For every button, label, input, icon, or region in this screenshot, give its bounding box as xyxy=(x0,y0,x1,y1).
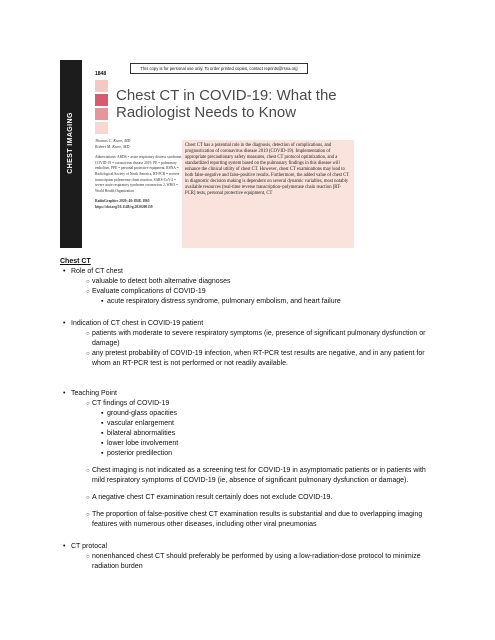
list-item: • Role of CT chest xyxy=(63,268,124,275)
section-sidebar xyxy=(60,60,82,248)
list-item: ▪ bilateral abnormalities xyxy=(101,430,176,437)
citation: RadioGraphics 2020; 40:1848–1865 xyxy=(95,199,150,204)
list-item: ○ nonenhanced chest CT should preferably be performed by using a low-radiation-dose protocol to minimize radiation burden xyxy=(86,553,421,570)
list-item: ▪ ground-glass opacities xyxy=(101,410,178,417)
page-number: 1848 xyxy=(95,71,107,77)
list-item: ○ valuable to detect both alternative diagnoses xyxy=(86,278,231,285)
list-item: ○ CT findings of COVID-19 xyxy=(86,400,170,407)
color-block xyxy=(95,94,108,106)
color-block xyxy=(95,80,108,92)
article-meta xyxy=(95,138,183,211)
notes-heading: Chest CT xyxy=(60,258,91,265)
abstract-text: Chest CT has a potential role in the diagnosis, detection of complications, and prognostication of coronavirus disease 2019 (COVID-19). Implementation of appropriate precautionary safety measures, chest CT protocol optimization, and a standardized reporting system based on the pulmonary findings in this disease will enhance the clinical utility of chest CT. However, chest CT examinations may lead to both false-negative and false-positive results. Furthermore, the added value of chest CT in diagnostic decision making is dependent on several dynamic variables, most notably available resources (real-time reverse transcription–polymerase chain reaction [RT-PCR] tests, personal protective equipment, CT xyxy=(185,143,350,196)
list-item: ○ A negative chest CT examination result certainly does not exclude COVID-19. xyxy=(86,494,333,501)
notes xyxy=(60,257,440,572)
list-item: ○ patients with moderate to severe respiratory symptoms (ie, presence of significant pulmonary dysfunction or damage) xyxy=(86,330,426,347)
author-list xyxy=(95,138,183,149)
list-item: • Indication of CT chest in COVID-19 patient xyxy=(63,320,204,327)
list-item: ○ The proportion of false-positive chest CT examination results is substantial and due to overlapping imaging features with numerous other diseases, including other viral pneumonias xyxy=(86,511,423,528)
list-item: ▪ lower lobe involvement xyxy=(101,440,179,447)
color-block xyxy=(95,108,108,120)
article-title: Chest CT in COVID-19: What the Radiologist Needs to Know xyxy=(116,87,337,121)
color-block xyxy=(95,122,108,134)
doi-link[interactable]: https://doi.org/10.1148/rg.2020200159 xyxy=(95,204,153,209)
list-item: ▪ posterior predilection xyxy=(101,450,172,457)
copyright-notice: This copy is for personal use only. To order printed copies, contact reprints@rsna.org xyxy=(130,63,308,74)
author: Thomas C. Kwee, MD xyxy=(95,138,131,143)
list-item: ○ Chest imaging is not indicated as a screening test for COVID-19 in asymptomatic patients or in patients with mild respiratory symptoms of COVID-19 (ie, absence of significant pulmonary dysfunction or damage). xyxy=(86,467,426,484)
list-item: ▪ acute respiratory distress syndrome, pulmonary embolism, and heart failure xyxy=(101,298,341,305)
article-header-image xyxy=(60,60,361,248)
list-item: • CT protocal xyxy=(63,543,108,550)
abstract-box xyxy=(182,140,354,248)
list-item: ○ any pretest probability of COVID-19 infection, when RT-PCR test results are negative, and in any patient for whom an RT-PCR test is not performed or not readily available. xyxy=(86,350,425,367)
author: Robert M. Kwee, MD xyxy=(95,143,130,149)
section-label: CHEST IMAGING xyxy=(67,112,74,174)
list-item: ▪ vascular enlargement xyxy=(101,420,174,427)
abbreviations: Abbreviations: ARDS = acute respiratory distress syndrome, COVID-19 = coronavirus disease 2019, PE = pulmonary embolism, PPE = personal protective equipment, RSNA = Radiological Society of North America, RT-PCR = reverse transcription polymerase chain reaction, SARS-CoV-2 = severe acute respiratory syndrome coronavirus 2, WHO = World Health Organization xyxy=(95,155,183,193)
list-item: • Teaching Point xyxy=(63,390,117,397)
list-item: ○ Evaluate complications of COVID-19 xyxy=(86,288,206,295)
